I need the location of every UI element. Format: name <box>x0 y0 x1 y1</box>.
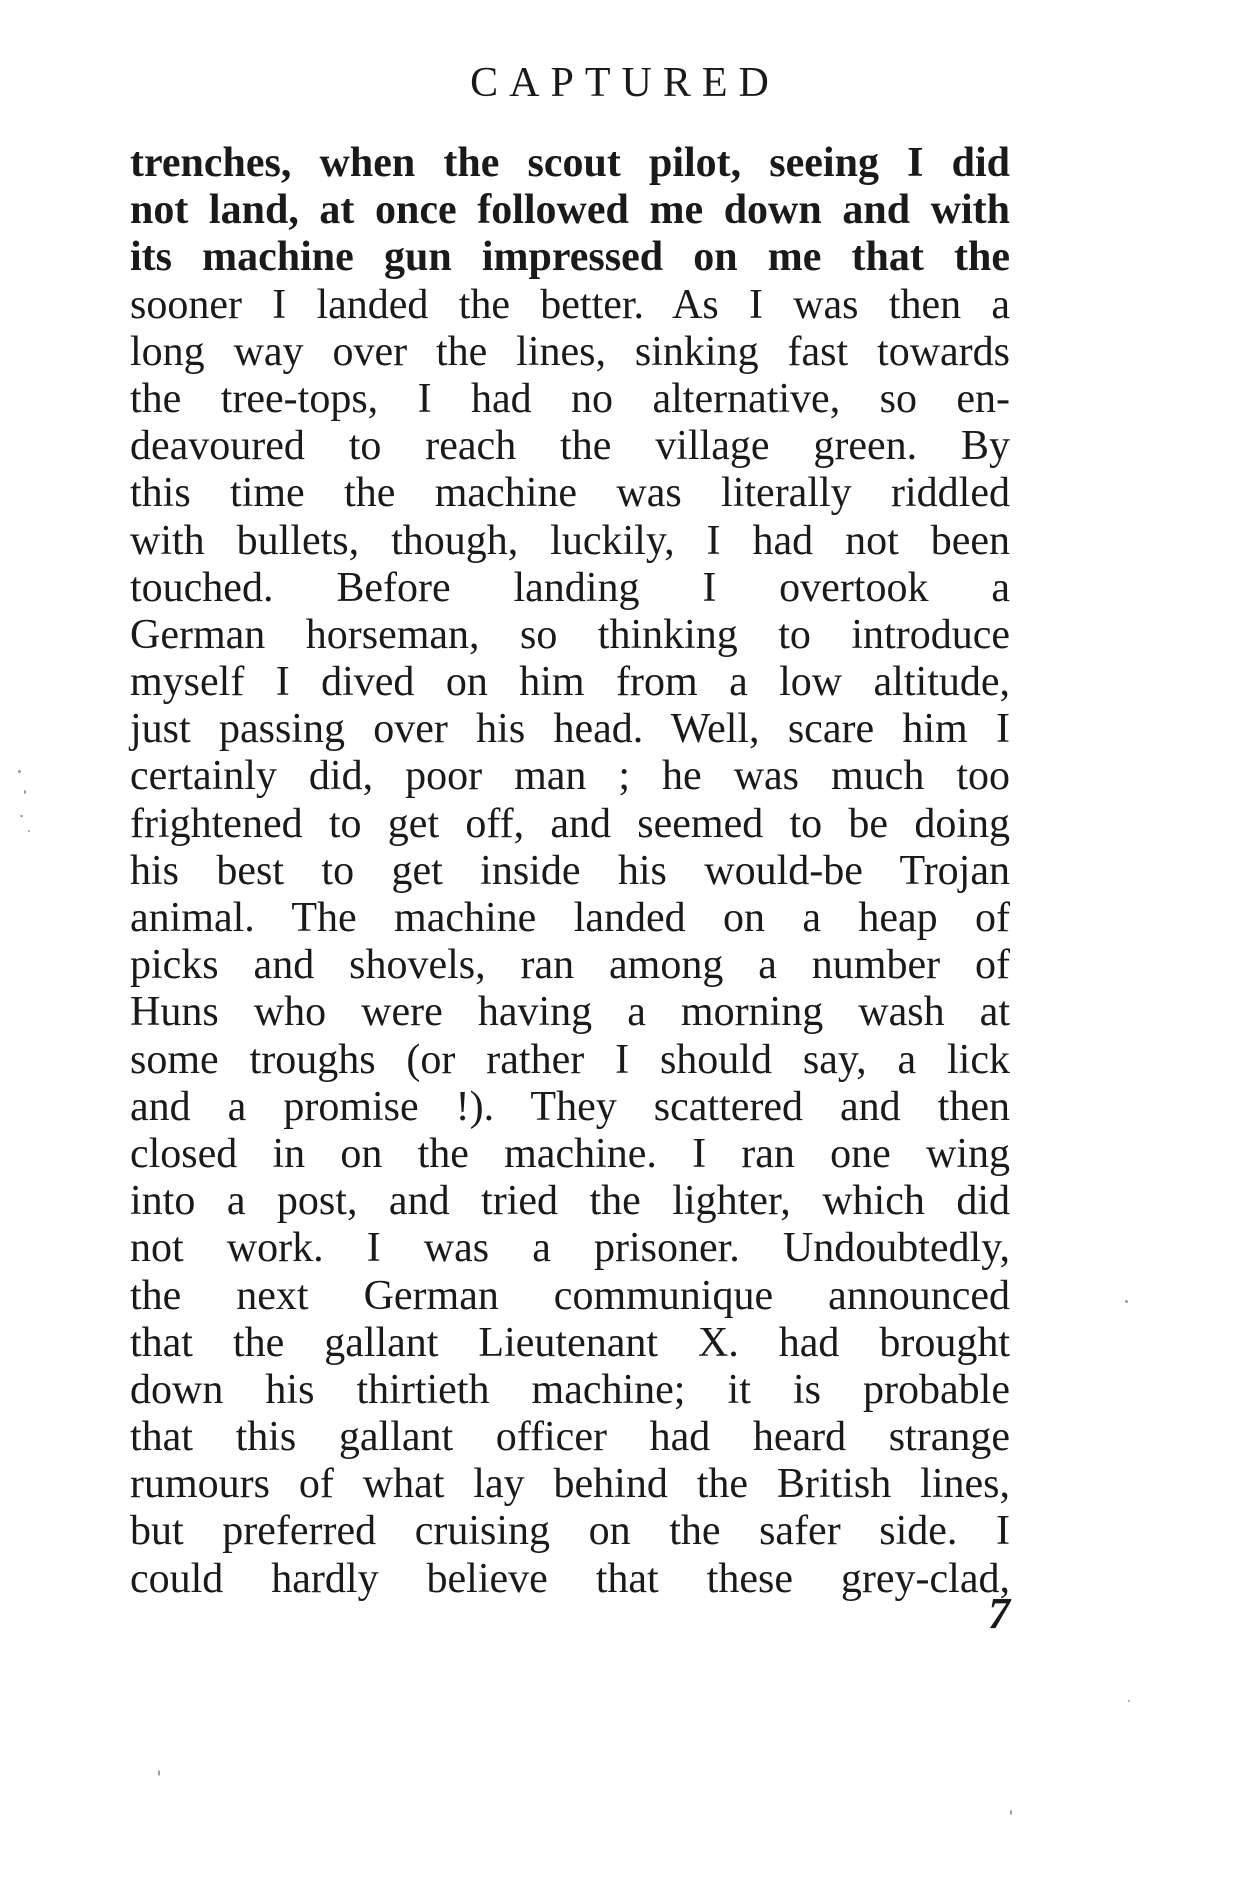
text-line: this time the machine was literally riddled <box>130 470 1010 517</box>
text-line: and a promise !). They scattered and then <box>130 1083 1010 1130</box>
text-line: the tree-tops, I had no alternative, so en- <box>130 375 1010 422</box>
text-line: into a post, and tried the lighter, which did <box>130 1178 1010 1225</box>
text-line: but preferred cruising on the safer side. I <box>130 1508 1010 1555</box>
text-line: frightened to get off, and seemed to be doing <box>130 800 1010 847</box>
text-line: its machine gun impressed on me that the <box>130 234 1010 281</box>
text-line: rumours of what lay behind the British lines, <box>130 1461 1010 1508</box>
running-head: CAPTURED <box>470 60 780 106</box>
scan-speck <box>158 1770 160 1776</box>
scan-speck <box>1128 1700 1130 1702</box>
text-line: myself I dived on him from a low altitude, <box>130 659 1010 706</box>
scan-speck <box>28 830 30 832</box>
text-line: deavoured to reach the village green. By <box>130 423 1010 470</box>
text-line: some troughs (or rather I should say, a lick <box>130 1036 1010 1083</box>
text-line: with bullets, though, luckily, I had not been <box>130 517 1010 564</box>
text-line: that this gallant officer had heard strange <box>130 1414 1010 1461</box>
text-line: touched. Before landing I overtook a <box>130 564 1010 611</box>
scan-speck <box>20 815 23 817</box>
text-line: down his thirtieth machine; it is probable <box>130 1366 1010 1413</box>
text-line: just passing over his head. Well, scare him I <box>130 706 1010 753</box>
scan-speck <box>18 770 21 773</box>
scan-speck <box>1010 1810 1012 1815</box>
text-line: sooner I landed the better. As I was then a <box>130 281 1010 328</box>
text-line: his best to get inside his would-be Trojan <box>130 847 1010 894</box>
page-number: 7 <box>988 1589 1010 1638</box>
text-line: animal. The machine landed on a heap of <box>130 895 1010 941</box>
text-line: that the gallant Lieutenant X. had brought <box>130 1319 1010 1366</box>
text-line: certainly did, poor man ; he was much too <box>130 753 1010 800</box>
scan-speck <box>1125 1300 1128 1303</box>
text-line: could hardly believe that these grey-clad, <box>130 1555 1010 1602</box>
text-line: long way over the lines, sinking fast towards <box>130 328 1010 375</box>
text-line: trenches, when the scout pilot, seeing I did <box>130 140 1010 186</box>
body-text <box>130 140 1010 1603</box>
text-line: German horseman, so thinking to introduce <box>130 611 1010 658</box>
scan-speck <box>24 790 26 794</box>
text-line: not land, at once followed me down and with <box>130 187 1010 234</box>
text-line: picks and shovels, ran among a number of <box>130 942 1010 989</box>
text-line: Huns who were having a morning wash at <box>130 989 1010 1036</box>
text-line: the next German communique announced <box>130 1272 1010 1319</box>
text-line: not work. I was a prisoner. Undoubtedly, <box>130 1225 1010 1272</box>
text-line: closed in on the machine. I ran one wing <box>130 1130 1010 1177</box>
